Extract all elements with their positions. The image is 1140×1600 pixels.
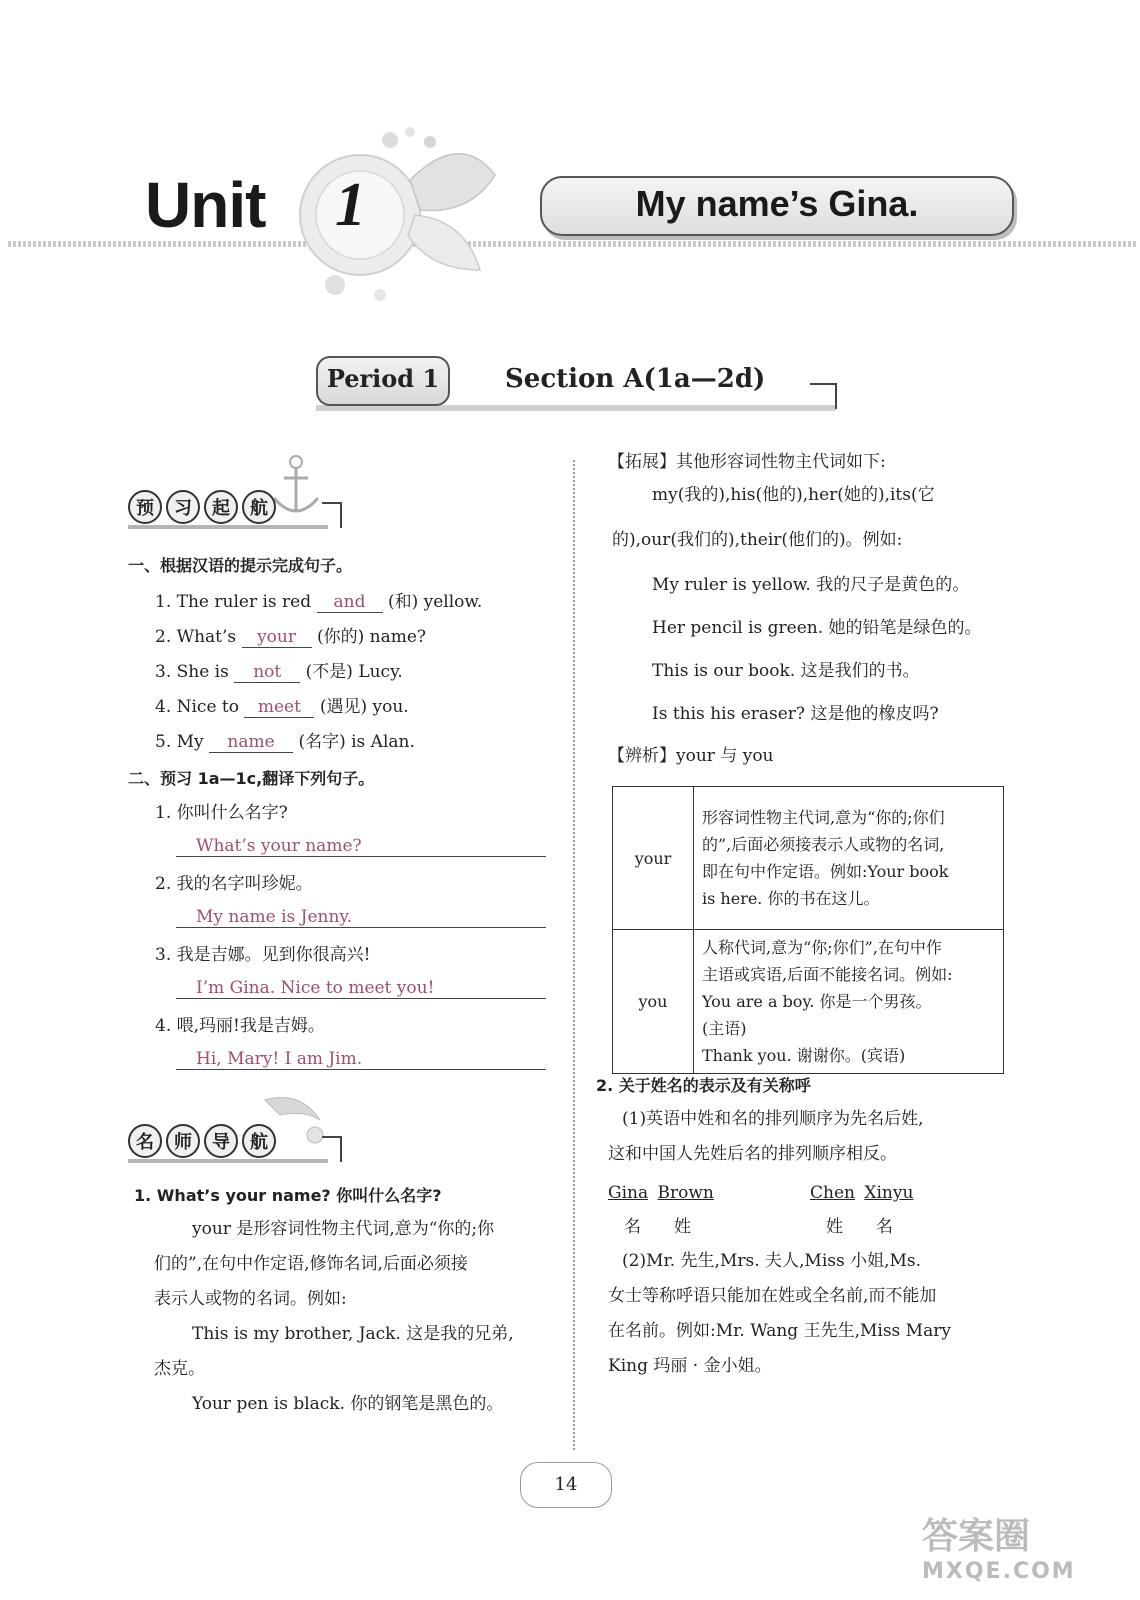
label-given: 名 (876, 1217, 893, 1237)
fill-suffix: (你的) name? (316, 627, 427, 647)
chinese-name-example (810, 1183, 913, 1203)
label-family: 姓 (674, 1217, 691, 1237)
translate-question: 1. 你叫什么名字? (155, 803, 288, 823)
fill-prefix: 2. What’s (155, 627, 237, 647)
table-value (694, 930, 1004, 1074)
watermark (922, 1508, 1076, 1584)
fill-item (155, 732, 415, 753)
body-line: 们的”,在句中作定语,修饰名词,后面必须接 (154, 1254, 468, 1274)
translate-question: 3. 我是吉娜。见到你很高兴! (155, 945, 371, 965)
extend-body (612, 478, 1012, 558)
unit-title: My name’s Gina. (635, 183, 919, 224)
badge-char: 名 (128, 1124, 162, 1158)
cell-line: 形容词性物主代词,意为“你的;你们 (702, 808, 945, 827)
example-line: Your pen is black. 你的钢笔是黑色的。 (192, 1394, 504, 1414)
cell-line: 即在句中作定语。例如:Your book (702, 862, 949, 881)
fill-item (155, 627, 426, 648)
extend-examples (652, 564, 1032, 736)
part1-title: 一、根据汉语的提示完成句子。 (128, 556, 353, 575)
badge-corner (322, 1136, 342, 1162)
badge-char: 师 (166, 1124, 200, 1158)
fill-prefix: 5. My (155, 732, 204, 752)
body-line: King 玛丽 · 金小姐。 (608, 1356, 772, 1376)
example-line: Her pencil is green. 她的铅笔是绿色的。 (652, 618, 982, 638)
translate-answer: Hi, Mary! I am Jim. (176, 1049, 546, 1070)
body-line: 女士等称呼语只能加在姓或全名前,而不能加 (608, 1286, 937, 1306)
flower-decoration-icon (290, 120, 510, 310)
fill-item (155, 592, 482, 613)
example-line: My ruler is yellow. 我的尺子是黄色的。 (652, 575, 970, 595)
fill-item (155, 662, 403, 683)
badge-char: 习 (166, 490, 200, 524)
body-line: my(我的),his(他的),her(她的),its(它 (652, 485, 935, 505)
fill-prefix: 4. Nice to (155, 697, 239, 717)
unit-number: 1 (335, 171, 366, 239)
family-name: Brown (657, 1183, 714, 1203)
fill-prefix: 3. She is (155, 662, 229, 682)
extend-title: 【拓展】其他形容词性物主代词如下: (608, 452, 886, 472)
badge-corner (322, 502, 342, 528)
body-line: 表示人或物的名词。例如: (154, 1289, 347, 1309)
fill-suffix: (遇见) you. (319, 697, 409, 717)
translate-question: 2. 我的名字叫珍妮。 (155, 874, 313, 894)
cell-line: is here. 你的书在这儿。 (702, 889, 880, 908)
watermark-url: MXQE.COM (922, 1559, 1076, 1584)
western-name-example (608, 1183, 714, 1203)
badge-char: 导 (204, 1124, 238, 1158)
fill-answer: and (317, 592, 383, 613)
body-line: your 是形容词性物主代词,意为“你的;你 (192, 1219, 495, 1239)
label-given: 名 (624, 1217, 641, 1237)
section-label: Section A(1a—2d) (505, 364, 766, 394)
unit-label: Unit (145, 169, 266, 241)
guide-badge (128, 1124, 276, 1158)
fill-answer: meet (244, 697, 314, 718)
badge-char: 预 (128, 490, 162, 524)
fill-suffix: (不是) Lucy. (305, 662, 403, 682)
watermark-text: 答案圈 (922, 1516, 1031, 1557)
body-line: 的),our(我们的),their(他们的)。例如: (612, 530, 903, 550)
analysis-title: 【辨析】your 与 you (608, 746, 774, 766)
cell-line: Thank you. 谢谢你。(宾语) (702, 1046, 906, 1065)
page-number: 14 (520, 1462, 612, 1508)
given-name: Xinyu (864, 1183, 914, 1203)
badge-char: 起 (204, 490, 238, 524)
fill-answer: not (234, 662, 300, 683)
point2-para2 (608, 1244, 1028, 1384)
fill-suffix: (名字) is Alan. (298, 732, 415, 752)
fill-prefix: 1. The ruler is red (155, 592, 312, 612)
cell-line: (主语) (702, 1019, 747, 1038)
fill-answer: name (209, 732, 293, 753)
your-you-table (612, 786, 1004, 1074)
point2-title: 2. 关于姓名的表示及有关称呼 (596, 1076, 811, 1095)
badge-underline (128, 1159, 328, 1163)
column-divider (573, 460, 575, 1450)
point1-title: 1. What’s your name? 你叫什么名字? (134, 1186, 442, 1205)
body-line: 这和中国人先姓后名的排列顺序相反。 (608, 1144, 897, 1164)
badge-char: 航 (242, 490, 276, 524)
fill-suffix: (和) yellow. (387, 592, 483, 612)
cell-line: 主语或宾语,后面不能接名词。例如: (702, 965, 953, 984)
family-name: Chen (810, 1183, 855, 1203)
table-row (613, 930, 1004, 1074)
point2-para1 (608, 1102, 1028, 1172)
preview-badge (128, 490, 276, 524)
badge-underline (128, 525, 328, 529)
period-label: Period 1 (326, 364, 440, 393)
cell-line: 人称代词,意为“你;你们”,在句中作 (702, 938, 942, 957)
fill-answer: your (242, 627, 312, 648)
translate-answer: What’s your name? (176, 836, 546, 857)
example-line: Is this his eraser? 这是他的橡皮吗? (652, 704, 939, 724)
badge-char: 航 (242, 1124, 276, 1158)
body-line: 在名前。例如:Mr. Wang 王先生,Miss Mary (608, 1321, 951, 1341)
cell-line: You are a boy. 你是一个男孩。 (702, 992, 932, 1011)
table-key: your (613, 787, 694, 930)
table-value (694, 787, 1004, 930)
label-family: 姓 (826, 1217, 843, 1237)
given-name: Gina (608, 1183, 649, 1203)
body-line: (1)英语中姓和名的排列顺序为先名后姓, (622, 1109, 924, 1129)
body-line: (2)Mr. 先生,Mrs. 夫人,Miss 小姐,Ms. (622, 1251, 922, 1271)
table-key: you (613, 930, 694, 1074)
example-line: This is our book. 这是我们的书。 (652, 661, 920, 681)
table-row (613, 787, 1004, 930)
example-line: This is my brother, Jack. 这是我的兄弟, (192, 1324, 514, 1344)
period-bracket (810, 383, 837, 409)
translate-answer: I’m Gina. Nice to meet you! (176, 978, 546, 999)
point1-body (154, 1212, 554, 1422)
cell-line: 的”,后面必须接表示人或物的名词, (702, 835, 945, 854)
translate-question: 4. 喂,玛丽!我是吉姆。 (155, 1016, 325, 1036)
fill-item (155, 697, 409, 718)
part2-title: 二、预习 1a—1c,翻译下列句子。 (128, 769, 375, 788)
example-line: 杰克。 (154, 1359, 205, 1379)
translate-answer: My name is Jenny. (176, 907, 546, 928)
